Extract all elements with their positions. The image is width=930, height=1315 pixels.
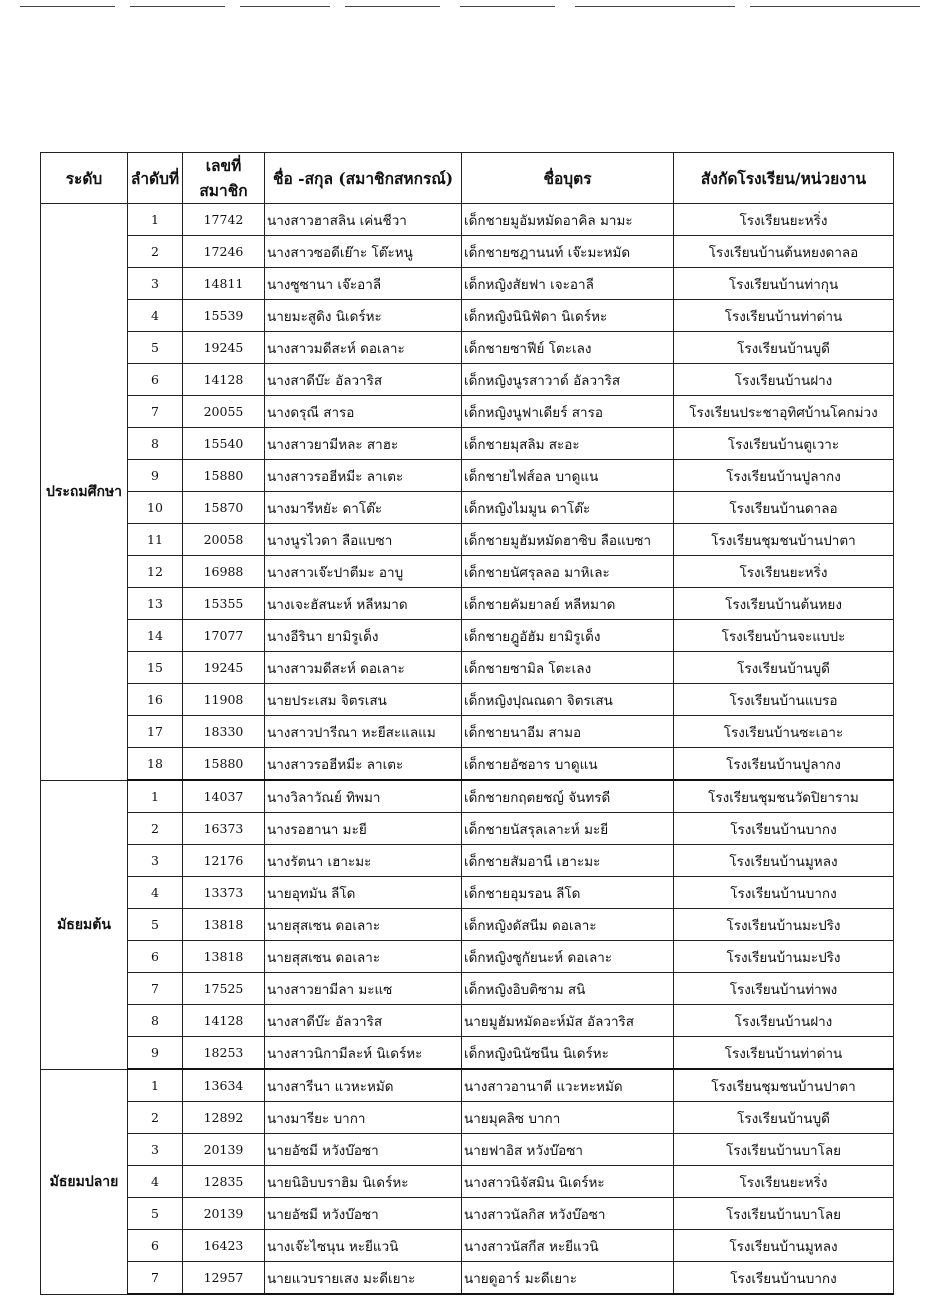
school-cell: โรงเรียนชุมชนบ้านปาตา (674, 1069, 894, 1102)
member-no-cell: 14811 (183, 268, 265, 300)
table-row (41, 524, 894, 556)
member-no-cell: 12835 (183, 1166, 265, 1198)
school-cell: โรงเรียนบ้านบูดี (674, 332, 894, 364)
table-row (41, 1037, 894, 1070)
member-no-cell: 20139 (183, 1134, 265, 1166)
table-row (41, 1069, 894, 1102)
seq-cell: 4 (128, 1166, 183, 1198)
scan-artifact-line (460, 6, 555, 7)
table-row (41, 973, 894, 1005)
table-row (41, 716, 894, 748)
table-row (41, 748, 894, 781)
member-name-cell: นางมารีหยัะ ดาโต๊ะ (265, 492, 462, 524)
child-name-cell: เด็กหญิงดัสนีม ดอเลาะ (462, 909, 674, 941)
member-name-cell: นางวิลาวัณย์ ทิพมา (265, 780, 462, 813)
member-name-cell: นางมารียะ บากา (265, 1102, 462, 1134)
level-cell: มัธยมต้น (41, 780, 128, 1069)
seq-cell: 4 (128, 300, 183, 332)
child-name-cell: นายดูอาร์ มะดีเยาะ (462, 1262, 674, 1295)
member-no-cell: 15540 (183, 428, 265, 460)
child-name-cell: เด็กชายกฤตยชญ์ จันทรดี (462, 780, 674, 813)
school-cell: โรงเรียนชุมชนบ้านปาตา (674, 524, 894, 556)
child-name-cell: เด็กหญิงนูรสาวาด์ อัลวาริส (462, 364, 674, 396)
header-member-no: เลขที่สมาชิก (183, 153, 265, 204)
level-cell: มัธยมปลาย (41, 1069, 128, 1294)
seq-cell: 9 (128, 1037, 183, 1070)
scholarship-table (40, 152, 894, 1295)
member-no-cell: 20055 (183, 396, 265, 428)
school-cell: โรงเรียนยะหริ่ง (674, 1166, 894, 1198)
school-cell: โรงเรียนบ้านบากง (674, 1262, 894, 1295)
table-row (41, 1134, 894, 1166)
school-cell: โรงเรียนบ้านบากง (674, 813, 894, 845)
seq-cell: 11 (128, 524, 183, 556)
member-name-cell: นางสาวยามีหละ สาฮะ (265, 428, 462, 460)
school-cell: โรงเรียนบ้านมะปริง (674, 909, 894, 941)
scan-artifact-line (345, 6, 440, 7)
table-row (41, 813, 894, 845)
member-name-cell: นางสารีนา แวหะหมัด (265, 1069, 462, 1102)
child-name-cell: เด็กหญิงปุณณดา จิตรเสน (462, 684, 674, 716)
school-cell: โรงเรียนบ้านมูหลง (674, 845, 894, 877)
table-row (41, 236, 894, 268)
member-name-cell: นางสาวซอดีเย๊าะ โต๊ะหนู (265, 236, 462, 268)
member-no-cell: 20058 (183, 524, 265, 556)
member-no-cell: 13373 (183, 877, 265, 909)
child-name-cell: เด็กชายไฟส์อล บาดูแน (462, 460, 674, 492)
member-no-cell: 14037 (183, 780, 265, 813)
member-name-cell: นางสาดีบ๊ะ อัลวาริส (265, 1005, 462, 1037)
child-name-cell: เด็กชายมูอัมหมัดอาคิล มามะ (462, 204, 674, 236)
table-row (41, 620, 894, 652)
scan-artifact-line (750, 6, 920, 7)
seq-cell: 2 (128, 1102, 183, 1134)
member-name-cell: นางสาวรอฮีหมีะ ลาเตะ (265, 748, 462, 781)
seq-cell: 12 (128, 556, 183, 588)
child-name-cell: เด็กชายนัศรุลลอ มาหิเละ (462, 556, 674, 588)
seq-cell: 3 (128, 1134, 183, 1166)
school-cell: โรงเรียนยะหริ่ง (674, 204, 894, 236)
child-name-cell: เด็กหญิงไมมูน ดาโต๊ะ (462, 492, 674, 524)
school-cell: โรงเรียนบ้านบูดี (674, 1102, 894, 1134)
member-no-cell: 18330 (183, 716, 265, 748)
seq-cell: 1 (128, 204, 183, 236)
school-cell: โรงเรียนบ้านบาโลย (674, 1134, 894, 1166)
member-name-cell: นางสาวยามีลา มะแซ (265, 973, 462, 1005)
seq-cell: 16 (128, 684, 183, 716)
seq-cell: 8 (128, 1005, 183, 1037)
school-cell: โรงเรียนบ้านปูลากง (674, 748, 894, 781)
seq-cell: 10 (128, 492, 183, 524)
member-no-cell: 13818 (183, 941, 265, 973)
table-row (41, 428, 894, 460)
member-name-cell: นางรัตนา เฮาะมะ (265, 845, 462, 877)
scan-artifact-line (575, 6, 735, 7)
member-name-cell: นางสาวนิกามีละห์ นิเดร์หะ (265, 1037, 462, 1070)
child-name-cell: นางสาวนัลกิส หวังบ๊อซา (462, 1198, 674, 1230)
member-name-cell: นางซูซานา เจ๊ะอาลี (265, 268, 462, 300)
child-name-cell: นางสาวนิจัสมิน นิเดร์หะ (462, 1166, 674, 1198)
member-name-cell: นายแวบรายเสง มะดีเยาะ (265, 1262, 462, 1295)
table-row (41, 460, 894, 492)
school-cell: โรงเรียนบ้านฝาง (674, 364, 894, 396)
seq-cell: 7 (128, 396, 183, 428)
seq-cell: 13 (128, 588, 183, 620)
table-row (41, 877, 894, 909)
child-name-cell: นายมุคลิซ บากา (462, 1102, 674, 1134)
seq-cell: 3 (128, 268, 183, 300)
member-name-cell: นางสาดีบ๊ะ อัลวาริส (265, 364, 462, 396)
seq-cell: 6 (128, 364, 183, 396)
member-name-cell: นางสาวปารีณา หะยีสะแลแม (265, 716, 462, 748)
school-cell: โรงเรียนบ้านบูดี (674, 652, 894, 684)
table-row (41, 1166, 894, 1198)
table-row (41, 556, 894, 588)
member-name-cell: นายอัซมี หวังบ๊อซา (265, 1134, 462, 1166)
child-name-cell: นายมูฮัมหมัดอะห์มัส อัลวาริส (462, 1005, 674, 1037)
member-no-cell: 17077 (183, 620, 265, 652)
member-no-cell: 20139 (183, 1198, 265, 1230)
table-row (41, 300, 894, 332)
child-name-cell: เด็กชายอุมรอน ลีโด (462, 877, 674, 909)
school-cell: โรงเรียนบ้านปูลากง (674, 460, 894, 492)
school-cell: โรงเรียนบ้านบากง (674, 877, 894, 909)
member-name-cell: นางสาวเจ๊ะปาตีมะ อาบู (265, 556, 462, 588)
seq-cell: 17 (128, 716, 183, 748)
table-body (41, 204, 894, 1295)
member-no-cell: 16423 (183, 1230, 265, 1262)
seq-cell: 3 (128, 845, 183, 877)
child-name-cell: เด็กชายซามิล โตะเลง (462, 652, 674, 684)
child-name-cell: เด็กชายสัมอานี เฮาะมะ (462, 845, 674, 877)
school-cell: โรงเรียนยะหริ่ง (674, 556, 894, 588)
member-name-cell: นายประเสม จิตรเสน (265, 684, 462, 716)
table-row (41, 492, 894, 524)
member-no-cell: 13634 (183, 1069, 265, 1102)
member-name-cell: นายสุสเซน ดอเลาะ (265, 909, 462, 941)
member-no-cell: 14128 (183, 1005, 265, 1037)
school-cell: โรงเรียนบ้านดาลอ (674, 492, 894, 524)
child-name-cell: เด็กหญิงนินัซนีน นิเดร์หะ (462, 1037, 674, 1070)
child-name-cell: เด็กหญิงนินิฟัดา นิเดร์หะ (462, 300, 674, 332)
child-name-cell: เด็กหญิงซูกัยนะห์ ดอเลาะ (462, 941, 674, 973)
seq-cell: 8 (128, 428, 183, 460)
seq-cell: 15 (128, 652, 183, 684)
member-no-cell: 12892 (183, 1102, 265, 1134)
table-row (41, 652, 894, 684)
member-name-cell: นายนิอิบบราฮิม นิเดร์หะ (265, 1166, 462, 1198)
seq-cell: 1 (128, 1069, 183, 1102)
member-name-cell: นางนูรไวดา ลือแบซา (265, 524, 462, 556)
member-no-cell: 15880 (183, 460, 265, 492)
header-member-name: ชื่อ -สกุล (สมาชิกสหกรณ์) (265, 153, 462, 204)
child-name-cell: นางสาวนัสกีส หะยีแวนิ (462, 1230, 674, 1262)
member-no-cell: 17246 (183, 236, 265, 268)
member-no-cell: 15880 (183, 748, 265, 781)
child-name-cell: เด็กชายซฎานนท์ เจ๊ะมะหมัด (462, 236, 674, 268)
member-name-cell: นางสาวรอฮีหมีะ ลาเตะ (265, 460, 462, 492)
child-name-cell: เด็กชายมุสลิม สะอะ (462, 428, 674, 460)
seq-cell: 5 (128, 1198, 183, 1230)
member-no-cell: 12957 (183, 1262, 265, 1295)
member-name-cell: นางสาวมดีสะห์ ดอเลาะ (265, 332, 462, 364)
table-row (41, 1262, 894, 1295)
child-name-cell: เด็กชายนาอีม สามอ (462, 716, 674, 748)
child-name-cell: เด็กชายมูฮัมหมัดฮาซิบ ลือแบซา (462, 524, 674, 556)
header-school: สังกัดโรงเรียน/หน่วยงาน (674, 153, 894, 204)
member-no-cell: 15355 (183, 588, 265, 620)
school-cell: โรงเรียนชุมชนวัดปิยาราม (674, 780, 894, 813)
scan-artifact-line (20, 6, 115, 7)
member-name-cell: นางสาวมดีสะห์ ดอเลาะ (265, 652, 462, 684)
seq-cell: 5 (128, 909, 183, 941)
table-row (41, 588, 894, 620)
school-cell: โรงเรียนบ้านต้นหยง (674, 588, 894, 620)
child-name-cell: นางสาวอานาตี แวะหะหมัด (462, 1069, 674, 1102)
member-no-cell: 14128 (183, 364, 265, 396)
member-name-cell: นางรอฮานา มะยี (265, 813, 462, 845)
school-cell: โรงเรียนบ้านตูเวาะ (674, 428, 894, 460)
child-name-cell: เด็กหญิงสัยฟา เจะอาลี (462, 268, 674, 300)
seq-cell: 2 (128, 813, 183, 845)
member-name-cell: นายมะสูดิง นิเดร์หะ (265, 300, 462, 332)
member-name-cell: นางเจะฮัสนะห์ หลีหมาด (265, 588, 462, 620)
member-no-cell: 13818 (183, 909, 265, 941)
member-no-cell: 19245 (183, 652, 265, 684)
school-cell: โรงเรียนบ้านท่าพง (674, 973, 894, 1005)
child-name-cell: เด็กหญิงอิบติซาม สนิ (462, 973, 674, 1005)
seq-cell: 5 (128, 332, 183, 364)
member-name-cell: นายสุสเซน ดอเลาะ (265, 941, 462, 973)
table-row (41, 364, 894, 396)
member-name-cell: นางดรุณี สารอ (265, 396, 462, 428)
school-cell: โรงเรียนบ้านท่าด่าน (674, 1037, 894, 1070)
school-cell: โรงเรียนบ้านท่ากุน (674, 268, 894, 300)
child-name-cell: นายฟาอิส หวังบ๊อซา (462, 1134, 674, 1166)
level-cell: ประถมศึกษา (41, 204, 128, 781)
school-cell: โรงเรียนบ้านท่าด่าน (674, 300, 894, 332)
header-level: ระดับ (41, 153, 128, 204)
school-cell: โรงเรียนบ้านซะเอาะ (674, 716, 894, 748)
member-no-cell: 19245 (183, 332, 265, 364)
member-name-cell: นายอุทมัน ลีโด (265, 877, 462, 909)
school-cell: โรงเรียนบ้านแบรอ (674, 684, 894, 716)
table-row (41, 941, 894, 973)
member-no-cell: 11908 (183, 684, 265, 716)
table-row (41, 1005, 894, 1037)
table-row (41, 684, 894, 716)
table-row (41, 1198, 894, 1230)
table-row (41, 396, 894, 428)
seq-cell: 9 (128, 460, 183, 492)
member-name-cell: นางเจ๊ะไซนุน หะยีแวนิ (265, 1230, 462, 1262)
table-row (41, 845, 894, 877)
header-row (41, 153, 894, 204)
seq-cell: 6 (128, 941, 183, 973)
child-name-cell: เด็กชายฎูอัฮัม ยามิรูเด็ง (462, 620, 674, 652)
scan-artifact-line (130, 6, 225, 7)
school-cell: โรงเรียนบ้านต้นหยงดาลอ (674, 236, 894, 268)
child-name-cell: เด็กชายนัสรุลเลาะห์ มะยี (462, 813, 674, 845)
table-row (41, 780, 894, 813)
school-cell: โรงเรียนบ้านบาโลย (674, 1198, 894, 1230)
member-no-cell: 12176 (183, 845, 265, 877)
child-name-cell: เด็กชายซาฟีย์ โตะเลง (462, 332, 674, 364)
member-no-cell: 17742 (183, 204, 265, 236)
school-cell: โรงเรียนบ้านมะปริง (674, 941, 894, 973)
child-name-cell: เด็กหญิงนูฟาเดียร์ สารอ (462, 396, 674, 428)
seq-cell: 1 (128, 780, 183, 813)
seq-cell: 14 (128, 620, 183, 652)
scan-artifact-line (240, 6, 330, 7)
table-row (41, 1230, 894, 1262)
school-cell: โรงเรียนบ้านจะแบปะ (674, 620, 894, 652)
member-no-cell: 18253 (183, 1037, 265, 1070)
member-name-cell: นายอัซมี หวังบ๊อซา (265, 1198, 462, 1230)
school-cell: โรงเรียนบ้านมูหลง (674, 1230, 894, 1262)
member-no-cell: 16373 (183, 813, 265, 845)
header-seq: ลำดับที่ (128, 153, 183, 204)
table-row (41, 909, 894, 941)
member-no-cell: 15539 (183, 300, 265, 332)
seq-cell: 6 (128, 1230, 183, 1262)
seq-cell: 2 (128, 236, 183, 268)
header-child-name: ชื่อบุตร (462, 153, 674, 204)
table-row (41, 1102, 894, 1134)
member-no-cell: 15870 (183, 492, 265, 524)
member-name-cell: นางอีรินา ยามิรูเด็ง (265, 620, 462, 652)
table-row (41, 268, 894, 300)
member-name-cell: นางสาวฮาสลิน เค่นชีวา (265, 204, 462, 236)
table-row (41, 332, 894, 364)
member-no-cell: 16988 (183, 556, 265, 588)
school-cell: โรงเรียนบ้านฝาง (674, 1005, 894, 1037)
seq-cell: 4 (128, 877, 183, 909)
school-cell: โรงเรียนประชาอุทิศบ้านโคกม่วง (674, 396, 894, 428)
seq-cell: 7 (128, 1262, 183, 1295)
child-name-cell: เด็กชายคัมยาลย์ หลีหมาด (462, 588, 674, 620)
child-name-cell: เด็กชายอัซอาร บาดูแน (462, 748, 674, 781)
seq-cell: 18 (128, 748, 183, 781)
seq-cell: 7 (128, 973, 183, 1005)
table-row (41, 204, 894, 236)
member-no-cell: 17525 (183, 973, 265, 1005)
